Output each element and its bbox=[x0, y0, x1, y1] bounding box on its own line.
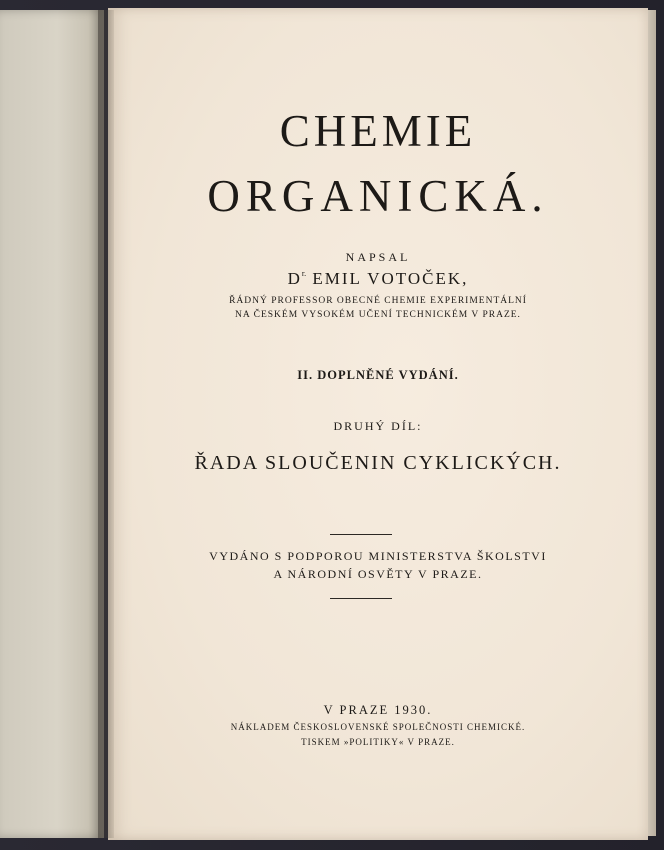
edition-statement: II. DOPLNĚNÉ VYDÁNÍ. bbox=[297, 368, 459, 382]
title-line-1: CHEMIE bbox=[279, 106, 477, 156]
printer-line: TISKEM »POLITIKY« V PRAZE. bbox=[301, 737, 455, 747]
support-line-1: VYDÁNO S PODPOROU MINISTERSTVA ŠKOLSTVI bbox=[209, 549, 547, 563]
title-page bbox=[108, 8, 648, 840]
author-affiliation-line-1: ŘÁDNÝ PROFESSOR OBECNÉ CHEMIE EXPERIMENTÁLNÍ bbox=[229, 296, 527, 306]
volume-label: DRUHÝ DÍL: bbox=[333, 419, 423, 433]
left-page-edge bbox=[0, 10, 104, 838]
divider-rule-bottom bbox=[330, 598, 392, 599]
publisher-line: NÁKLADEM ČESKOSLOVENSKÉ SPOLEČNOSTI CHEMICKÉ. bbox=[230, 722, 526, 732]
author-prefix: D bbox=[287, 269, 302, 288]
book-gutter-shadow bbox=[98, 10, 114, 838]
author-prefix-superscript: r. bbox=[301, 269, 307, 278]
title-line-2: ORGANICKÁ. bbox=[207, 171, 549, 221]
divider-rule-top bbox=[330, 534, 392, 535]
byline-label: NAPSAL bbox=[345, 250, 411, 264]
author-name-text: EMIL VOTOČEK, bbox=[306, 269, 469, 288]
volume-subtitle: ŘADA SLOUČENIN CYKLICKÝCH. bbox=[194, 452, 562, 474]
author-affiliation-line-2: NA ČESKÉM VYSOKÉM UČENÍ TECHNICKÉM V PRAZE. bbox=[235, 310, 521, 320]
support-line-2: A NÁRODNÍ OSVĚTY V PRAZE. bbox=[273, 567, 483, 581]
place-and-year: V PRAZE 1930. bbox=[323, 703, 433, 717]
author-name bbox=[108, 269, 648, 289]
